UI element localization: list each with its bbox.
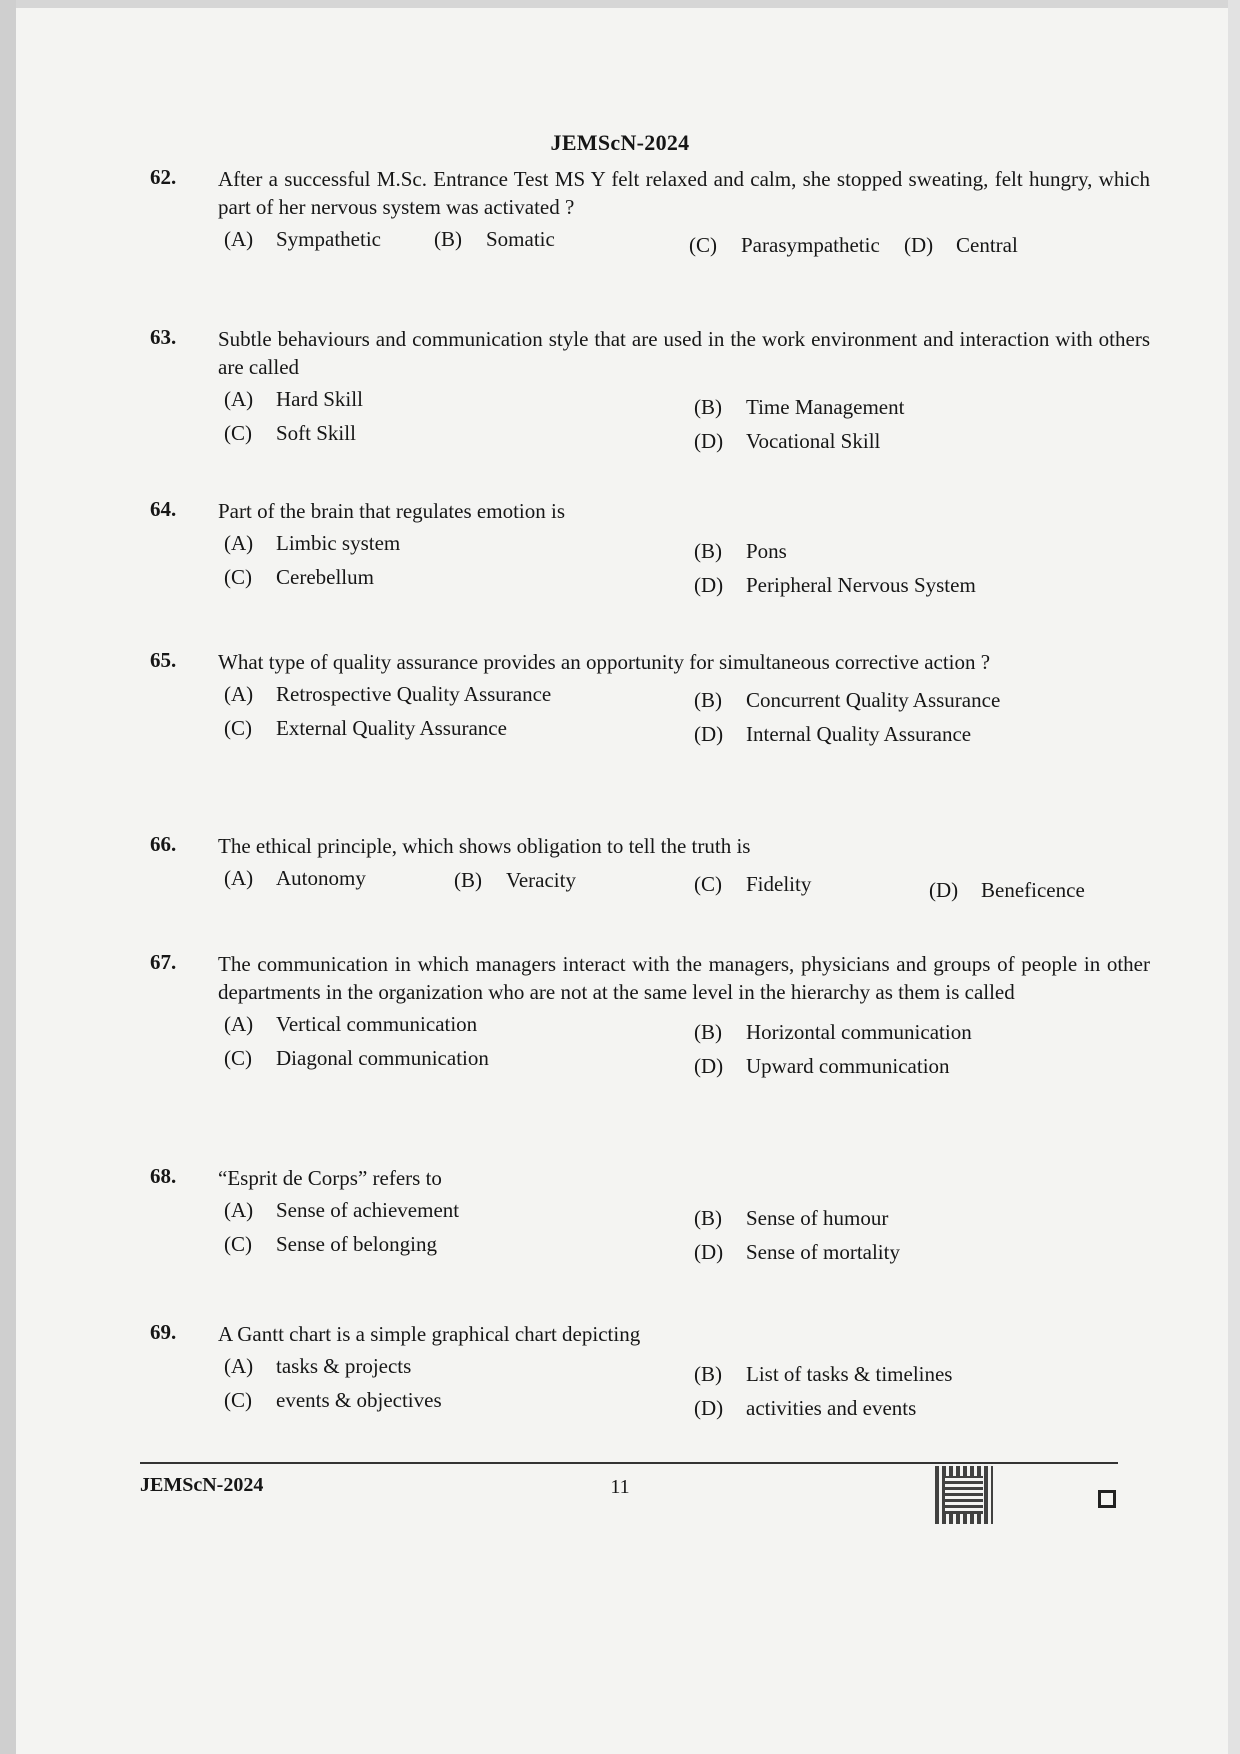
question-text: The communication in which managers interact with the managers, physicians and groups of people in other departments in the organization who are not at the same level in the hierarchy as them is called (218, 952, 1150, 1004)
option-a[interactable]: (A) Vertical communication (224, 1012, 478, 1036)
option-d[interactable]: (D) Vocational Skill (694, 429, 881, 453)
option-c[interactable]: (C) External Quality Assurance (224, 716, 507, 740)
option-b[interactable]: (B) Time Management (694, 395, 905, 419)
option-c[interactable]: (C) events & objectives (224, 1388, 442, 1412)
page-number: 11 (610, 1476, 630, 1498)
options (224, 227, 1150, 261)
option-b[interactable]: (B) Somatic (434, 227, 555, 251)
question-63 (150, 325, 1150, 457)
option-b[interactable]: (B) Sense of humour (694, 1206, 889, 1230)
option-b[interactable]: (B) Horizontal communication (694, 1020, 972, 1044)
option-a[interactable]: (A) Autonomy (224, 866, 366, 890)
question-text: After a successful M.Sc. Entrance Test MS Y felt relaxed and calm, she stopped sweating, felt hungry, which part of her nervous system was activated ? (218, 167, 1150, 219)
question-66 (150, 832, 1150, 900)
question-number: 63. (150, 325, 177, 349)
option-b[interactable]: (B) Concurrent Quality Assurance (694, 688, 1001, 712)
question-text: What type of quality assurance provides an opportunity for simultaneous corrective action ? (218, 650, 991, 674)
footer-divider (140, 1462, 1118, 1464)
option-a[interactable]: (A) Hard Skill (224, 387, 363, 411)
option-c[interactable]: (C) Soft Skill (224, 421, 356, 445)
footer-code: JEMScN-2024 (140, 1474, 264, 1496)
question-text: “Esprit de Corps” refers to (218, 1166, 442, 1190)
question-number: 68. (150, 1164, 177, 1188)
option-d[interactable]: (D) Central (904, 233, 1018, 257)
option-a[interactable]: (A) Sense of achievement (224, 1198, 460, 1222)
question-text: The ethical principle, which shows obligation to tell the truth is (218, 834, 751, 858)
question-65 (150, 648, 1150, 752)
options (224, 866, 1150, 900)
option-b[interactable]: (B) List of tasks & timelines (694, 1362, 953, 1386)
option-d[interactable]: (D) Beneficence (929, 878, 1085, 902)
option-c[interactable]: (C) Sense of belonging (224, 1232, 437, 1256)
options (224, 682, 1150, 752)
question-68 (150, 1164, 1150, 1268)
options (224, 1012, 1150, 1082)
question-number: 62. (150, 165, 177, 189)
option-d[interactable]: (D) Upward communication (694, 1054, 950, 1078)
option-d[interactable]: (D) Sense of mortality (694, 1240, 900, 1264)
question-64 (150, 497, 1150, 601)
scan-edge-top (0, 0, 1240, 8)
option-d[interactable]: (D) Peripheral Nervous System (694, 573, 976, 597)
option-d[interactable]: (D) Internal Quality Assurance (694, 722, 972, 746)
option-a[interactable]: (A) Sympathetic (224, 227, 381, 251)
question-text: Part of the brain that regulates emotion is (218, 499, 565, 523)
question-number: 67. (150, 950, 177, 974)
question-text: A Gantt chart is a simple graphical chart depicting (218, 1322, 641, 1346)
option-c[interactable]: (C) Cerebellum (224, 565, 374, 589)
question-number: 69. (150, 1320, 177, 1344)
options (224, 1354, 1150, 1424)
option-c[interactable]: (C) Parasympathetic (689, 233, 880, 257)
question-62 (150, 165, 1150, 261)
question-number: 66. (150, 832, 177, 856)
option-d[interactable]: (D) activities and events (694, 1396, 917, 1420)
question-number: 64. (150, 497, 177, 521)
option-a[interactable]: (A) Retrospective Quality Assurance (224, 682, 552, 706)
option-a[interactable]: (A) Limbic system (224, 531, 401, 555)
page-header: JEMScN-2024 (550, 130, 690, 155)
qr-code-icon (935, 1466, 993, 1524)
options (224, 387, 1150, 457)
option-c[interactable]: (C) Fidelity (694, 872, 812, 896)
question-69 (150, 1320, 1150, 1424)
question-number: 65. (150, 648, 177, 672)
option-b[interactable]: (B) Pons (694, 539, 787, 563)
question-67 (150, 950, 1150, 1082)
question-text: Subtle behaviours and communication style that are used in the work environment and interaction with others are called (218, 327, 1150, 379)
options (224, 531, 1150, 601)
options (224, 1198, 1150, 1268)
option-c[interactable]: (C) Diagonal communication (224, 1046, 489, 1070)
square-marker-icon (1098, 1490, 1116, 1508)
option-b[interactable]: (B) Veracity (454, 868, 576, 892)
option-a[interactable]: (A) tasks & projects (224, 1354, 412, 1378)
